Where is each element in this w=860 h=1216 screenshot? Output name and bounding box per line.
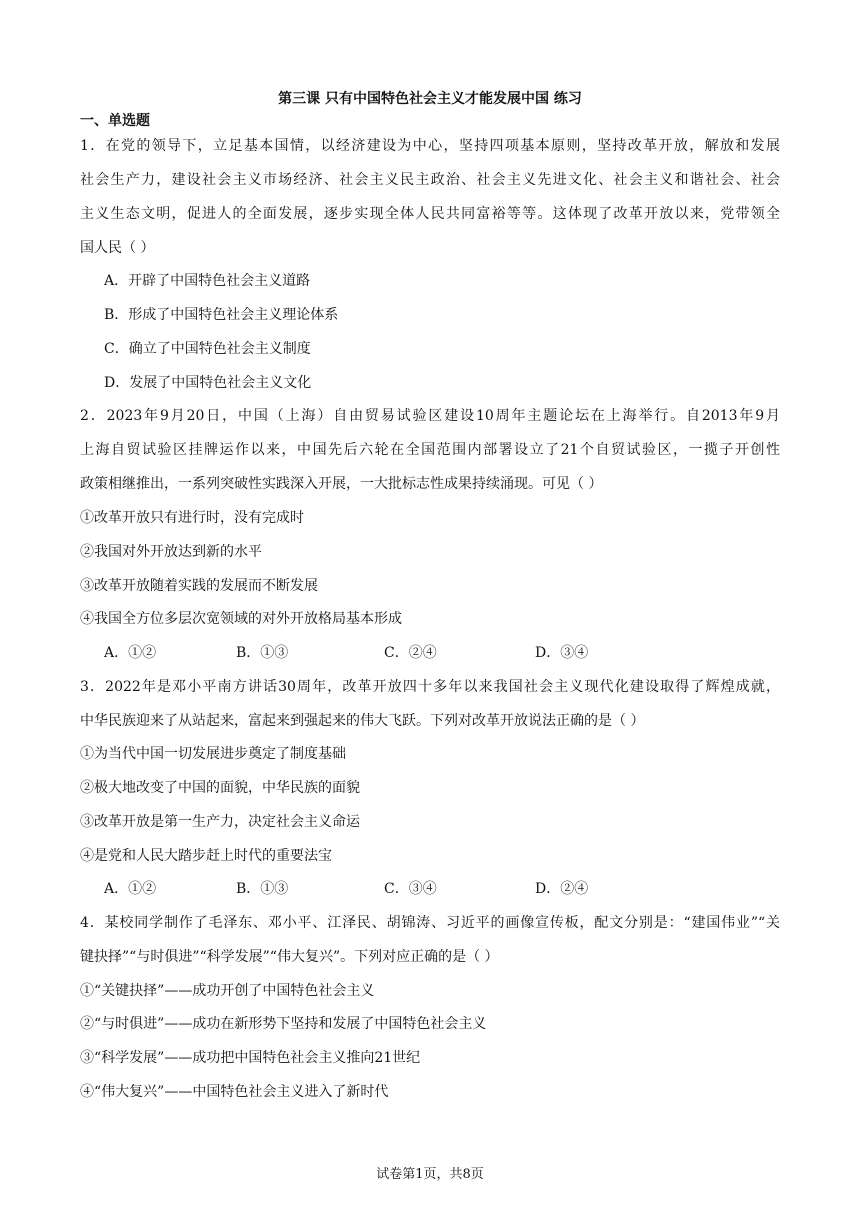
q2-statement-1: ①改革开放只有进行时，没有完成时	[80, 510, 304, 526]
q2-choice-b: B．①③	[236, 645, 289, 661]
q4-line-2: 键抉择”“与时俱进”“科学发展”“伟大复兴”。下列对应正确的是（ ）	[80, 949, 499, 965]
q3-statement-2: ②极大地改变了中国的面貌，中华民族的面貌	[80, 780, 360, 796]
q4-statement-4: ④“伟大复兴”——中国特色社会主义进入了新时代	[80, 1084, 389, 1100]
q3-statement-3: ③改革开放是第一生产力，决定社会主义命运	[80, 814, 360, 830]
q1-line-2: 社会生产力，建设社会主义市场经济、社会主义民主政治、社会主义先进文化、社会主义和谐社会、社会	[80, 172, 780, 188]
q2-statement-4: ④我国全方位多层次宽领域的对外开放格局基本形成	[80, 611, 402, 627]
q2-statement-3: ③改革开放随着实践的发展而不断发展	[80, 578, 318, 594]
q1-line-3: 主义生态文明，促进人的全面发展，逐步实现全体人民共同富裕等等。这体现了改革开放以来，党带领全	[80, 206, 780, 222]
page-title: 第三课 只有中国特色社会主义才能发展中国 练习	[278, 91, 582, 107]
q3-line-2: 中华民族迎来了从站起来，富起来到强起来的伟大飞跃。下列对改革开放说法正确的是（ ）	[80, 713, 645, 729]
q1-line-1: 1．在党的领导下，立足基本国情，以经济建设为中心，坚持四项基本原则，坚持改革开放，解放和发展	[80, 138, 780, 154]
page-footer: 试卷第1页，共8页	[376, 1167, 484, 1182]
q4-statement-2: ②“与时俱进”——成功在新形势下坚持和发展了中国特色社会主义	[80, 1016, 487, 1032]
q3-line-1: 3．2022年是邓小平南方讲话30周年，改革开放四十多年以来我国社会主义现代化建设取得了辉煌成就，	[80, 679, 780, 695]
q4-line-1: 4．某校同学制作了毛泽东、邓小平、江泽民、胡锦涛、习近平的画像宣传板，配文分别是：“建国伟业”“关	[80, 915, 780, 931]
q2-choice-a: A．①②	[104, 645, 157, 661]
q3-choice-b: B．①③	[236, 881, 289, 897]
section-heading: 一、单选题	[80, 113, 150, 129]
q2-choice-d: D．③④	[535, 645, 589, 661]
q1-option-d: D．发展了中国特色社会主义文化	[104, 375, 312, 391]
q3-choice-d: D．②④	[535, 881, 589, 897]
q2-line-3: 政策相继推出，一系列突破性实践深入开展，一大批标志性成果持续涌现。可见（ ）	[80, 476, 603, 492]
q1-option-a: A．开辟了中国特色社会主义道路	[104, 273, 311, 289]
q2-line-2: 上海自贸试验区挂牌运作以来，中国先后六轮在全国范围内部署设立了21个自贸试验区，一揽子开创性	[80, 442, 780, 458]
q2-statement-2: ②我国对外开放达到新的水平	[80, 544, 262, 560]
q4-statement-1: ①“关键抉择”——成功开创了中国特色社会主义	[80, 983, 375, 999]
q3-statement-4: ④是党和人民大踏步赶上时代的重要法宝	[80, 848, 332, 864]
q3-choice-a: A．①②	[104, 881, 157, 897]
q1-line-4: 国人民（ ）	[80, 240, 155, 256]
q2-line-1: 2．2023年9月20日，中国（上海）自由贸易试验区建设10周年主题论坛在上海举行。自2013年9月	[80, 408, 780, 424]
q3-choice-c: C．③④	[384, 881, 437, 897]
q1-option-c: C．确立了中国特色社会主义制度	[104, 341, 311, 357]
q4-statement-3: ③“科学发展”——成功把中国特色社会主义推向21世纪	[80, 1050, 421, 1066]
q3-statement-1: ①为当代中国一切发展进步奠定了制度基础	[80, 746, 346, 762]
q1-option-b: B．形成了中国特色社会主义理论体系	[104, 307, 339, 323]
q2-choice-c: C．②④	[384, 645, 437, 661]
